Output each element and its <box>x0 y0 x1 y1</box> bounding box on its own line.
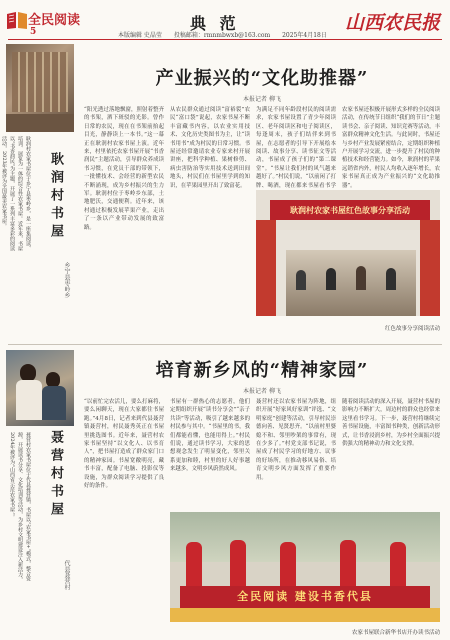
book-logo-icon <box>6 10 28 30</box>
article2-side-title: 聂营村书屋 <box>48 430 63 520</box>
article2-side-note: 聂营村农家书屋位于代县聂营镇，书屋以“农家书屋+”模式，整合资源，开展读书分享、文化培训等活动，为乡村文明建设注入新活力，2024年被评为“山西省示范农家书屋”。 <box>9 432 31 582</box>
article1-col2: 从农民群众通过阅读“富裕裂”农民“富口袋”说起，农家书屋不断丰富藏书内容，以农业实用技术、文化历史类图书为主，让“读书用书”成为村民的日常习惯。书屋还经常邀请农业专家来村开展讲座，把科学种植、果树修剪、病虫害防治等实用技术送到田间地头，村民们在书屋里学到的知识，在苹果园里开出了致富花。 <box>170 107 250 189</box>
article1-caption: 红色故事分享阅读活动 <box>384 326 440 332</box>
article1-col3: 为满足不同年龄段村民的阅读需求，农家书屋设置了青少年阅读区、老年阅读区和电子阅读区，每逢周末，孩子们结伴来到书屋，在志愿者的引导下开展绘本阅读、故事分享、读书征文等活动，书屋成了孩子们的“第二课堂”。“书屋让我们村的风气越来越好了。”村民们说，“以前闲了打牌、喝酒，现在都来书屋看书学 <box>256 107 336 189</box>
library-photo <box>6 44 74 132</box>
header-meta <box>118 30 337 39</box>
article2-col1: “以前忙完农活儿，要么打麻将，要么闲聊天，现在大家都往书屋跑。”4月8日，记者来到代县聂营镇聂营村，村民聂秀英正在书屋里挑选图书。近年来，聂营村农家书屋坚持“以文化人、以书育人”，把书屋打造成了群众家门口的精神家园。书屋宽敞明亮，藏书丰富，配备了电脑、投影仪等设施，为群众阅读学习提供了良好的条件。 <box>84 399 164 490</box>
article2-side-location: 代县聂营村 <box>63 560 70 590</box>
page-number: 5 <box>30 27 37 37</box>
page-header <box>0 0 450 40</box>
section-title: 典 范 <box>190 14 240 33</box>
brand-title: 全民阅读 <box>28 13 81 28</box>
reading-event-photo <box>256 190 440 316</box>
article2-title: 培育新乡风的“精神家园” <box>155 360 369 381</box>
article2-byline: 本报记者 柳飞 <box>243 388 281 395</box>
header-rule <box>8 39 442 40</box>
article1-byline: 本报记者 柳飞 <box>243 96 281 103</box>
article-divider <box>8 344 442 345</box>
book-stall-photo <box>170 512 440 622</box>
stall-banner <box>180 586 430 608</box>
newspaper-name: 山西农民报 <box>344 12 440 34</box>
contribution-email: 投稿邮箱：rmnmbwxb@163.com <box>173 32 271 39</box>
article2-col2: 书屋有一群热心的志愿者，他们定期组织开展“读书分享会”“亲子共读”等活动，吸引了越来越多的村民参与其中。“书屋里的书，我们都能看懂，也能用得上。”村民们说，通过读书学习，大家的思想观念发生了明显变化，邻里关系更加和睦，村里的好人好事越来越多，文明乡风蔚然成风。 <box>170 399 250 473</box>
article1-title: 产业振兴的“文化助推器” <box>155 68 369 89</box>
article1-side-title: 耿润村书屋 <box>48 152 63 242</box>
article1-side-location: 乡宁县枣岭乡 <box>63 262 70 298</box>
article1-col4: 农家书屋还积极开展形式多样的全民阅读活动，在传统节日组织“我们的节日”主题读书会、亲子阅读、知识竞赛等活动，丰富群众精神文化生活。与此同时，书屋还与乡村产业发展紧密结合，定期组织种植户开展学习交流，进一步提升了村民的种植技术和经营能力。如今，耿润村的苹果远销省内外，村民人均收入逐年增长，农家书屋真正成为产业振兴的“文化助推器”。 <box>342 107 440 189</box>
event-banner <box>270 200 430 220</box>
article2-caption: 农家书屋联合新华书店开办读书活动 <box>351 630 440 636</box>
event-banner-text: 耿润村农家书屋红色故事分享活动 <box>290 205 410 215</box>
issue-date: 2025年4月18日 <box>282 32 327 39</box>
article1-col1: “阳光透过落地飘窗，照射着整齐的书架，洒下斑驳的光影。曾作日常的农民，现在在书架前抬起目光，静静读上一本书。”这一幕正在耿润村农家书屋上演。近年来，村里依托农家书屋开展“书香润民”主题活动，引导群众养成读书习惯，在党员干部的带领下，一批懂技术、会经营的新型农民不断涌现，成为乡村振兴的生力军。耿润村位于枣岭乡东部，土地肥沃，交通便利。近年来，该村通过积极发展苹果产业，走出了一条以产业带动发展的致富路。 <box>84 107 164 231</box>
article1-side-note: 耿润村农家书屋位于乡宁县枣岭乡，是一座集阅读、培训、展览为一体的综合性农家书屋。近年来，书屋以“书香润民”为主题，开展了一系列丰富多彩的阅读活动，2023年被评为全国最美农家书屋。 <box>1 136 31 252</box>
stall-banner-text: 全民阅读 建设书香代县 <box>237 590 373 603</box>
reader-photo <box>6 350 74 426</box>
article2-col4: 随着阅读活动的深入开展，聂营村书屋的影响力不断扩大，周边村的群众也经常来这里看书学习。下一步，聂营村将继续完善书屋设施，丰富图书种类，创新活动形式，让书香浸润乡村，为乡村全面振兴提供强大的精神动力和文化支撑。 <box>342 399 440 448</box>
article2-col3: 聂营村还以农家书屋为阵地，组织开展“好家风好家训”评选、“文明家庭”创建等活动，引导村民崇德向善、见贤思齐。“以前村里婆媳不和、邻里吵架的事常有，现在少多了。”村党支部书记说，书屋成了村民学习的好地方、议事的好场所，在推动移风易俗、培育文明乡风方面发挥了重要作用。 <box>256 399 336 481</box>
editor-credit: 本版编辑 史晶莹 <box>118 32 162 39</box>
